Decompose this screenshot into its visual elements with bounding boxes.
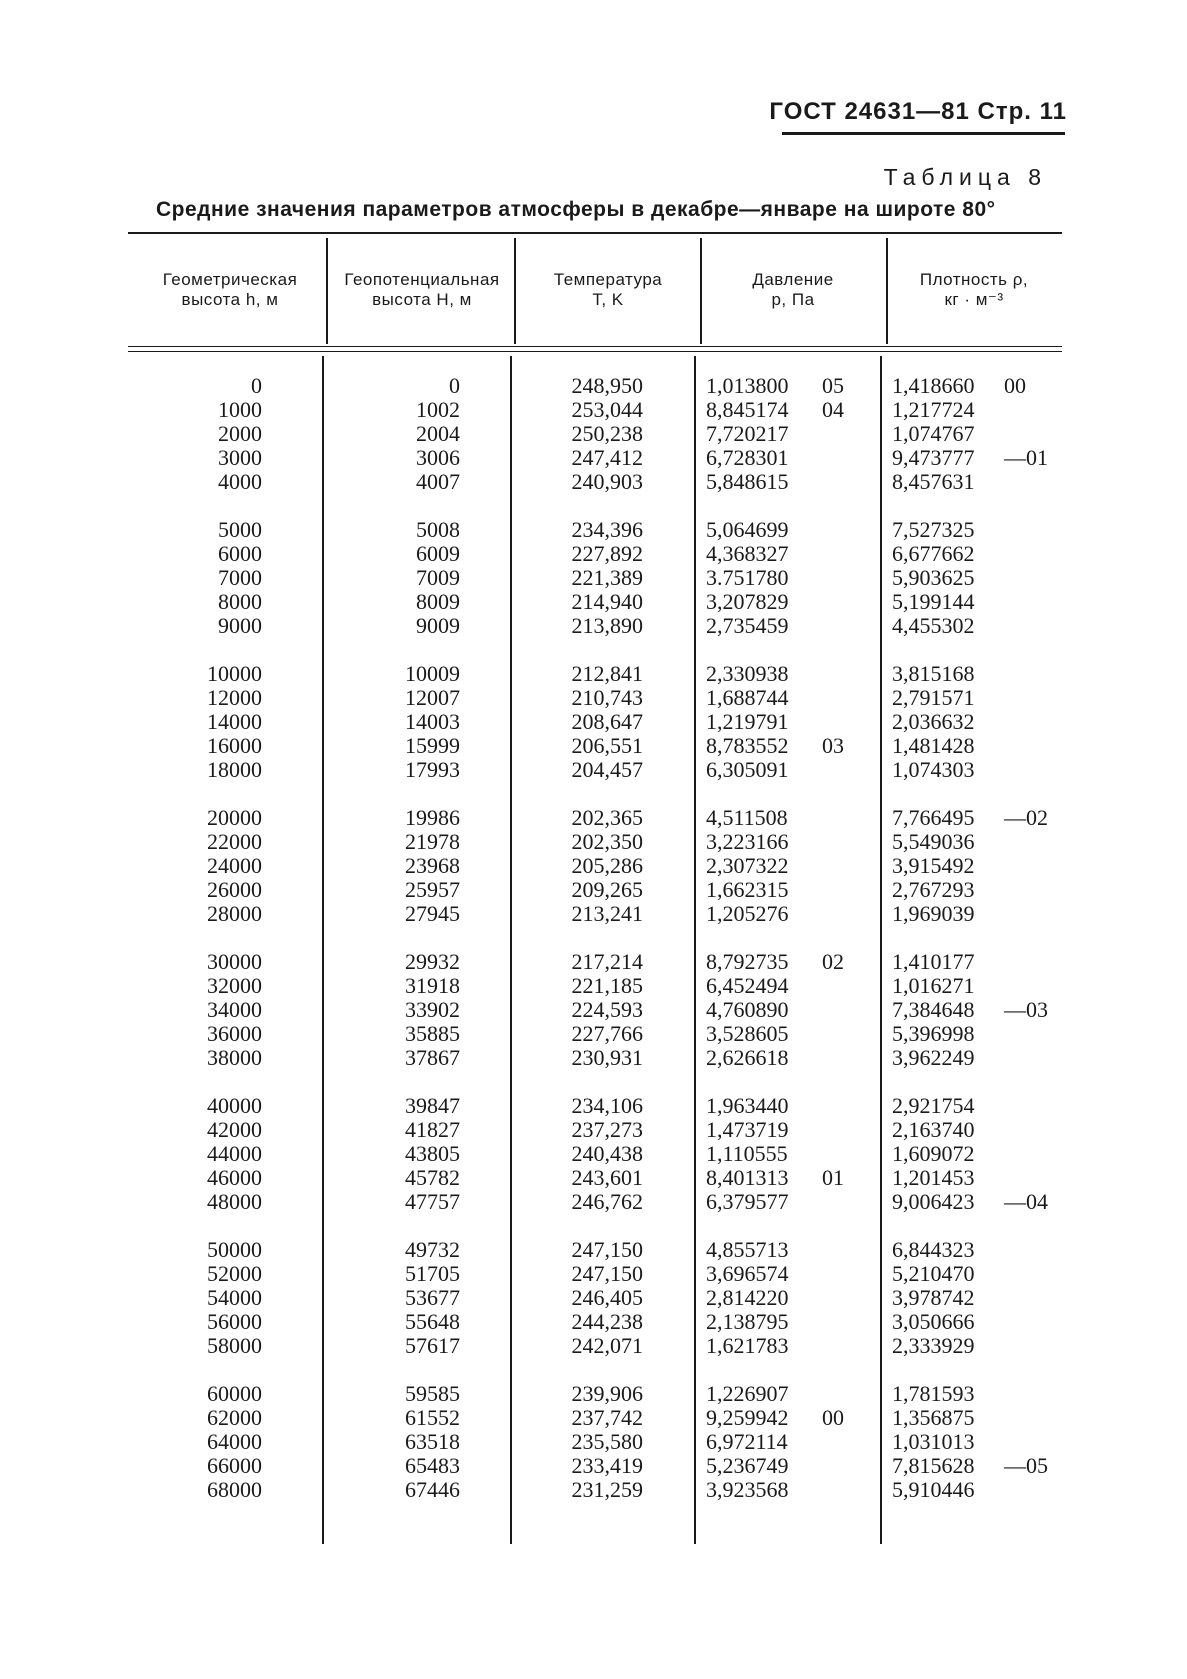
- density-mantissa-cell: 7,384648: [892, 997, 975, 1022]
- density-mantissa-cell: 1,031013: [892, 1429, 975, 1454]
- density-mantissa-cell: 4,455302: [892, 613, 975, 638]
- page-header: ГОСТ 24631—81 Стр. 11: [769, 98, 1067, 125]
- pressure-mantissa-cell: 9,259942: [706, 1405, 789, 1430]
- geopotential-height-cell: 35885: [405, 1021, 460, 1046]
- temperature-cell: 237,742: [571, 1405, 643, 1430]
- geometric-height-cell: 62000: [207, 1405, 262, 1430]
- geopotential-height-cell: 8009: [416, 589, 460, 614]
- temperature-cell: 206,551: [571, 733, 643, 758]
- density-mantissa-cell: 1,016271: [892, 973, 975, 998]
- density-exponent-cell: —01: [1004, 445, 1048, 470]
- density-mantissa-cell: 7,815628: [892, 1453, 975, 1478]
- density-mantissa-cell: 3,962249: [892, 1045, 975, 1070]
- pressure-mantissa-cell: 4,511508: [706, 805, 788, 830]
- temperature-cell: 242,071: [571, 1333, 643, 1358]
- temperature-cell: 210,743: [571, 685, 643, 710]
- temperature-cell: 244,238: [571, 1309, 643, 1334]
- geopotential-height-cell: 12007: [405, 685, 460, 710]
- pressure-mantissa-cell: 5,236749: [706, 1453, 789, 1478]
- pressure-mantissa-cell: 1,226907: [706, 1381, 789, 1406]
- pressure-mantissa-cell: 2,735459: [706, 613, 789, 638]
- geometric-height-cell: 32000: [207, 973, 262, 998]
- geopotential-height-cell: 49732: [405, 1237, 460, 1262]
- density-mantissa-cell: 3,815168: [892, 661, 975, 686]
- geopotential-height-cell: 3006: [416, 445, 460, 470]
- geopotential-height-cell: 4007: [416, 469, 460, 494]
- col-header-pressure: Давление p, Па: [752, 270, 834, 309]
- geopotential-height-cell: 2004: [416, 421, 460, 446]
- temperature-cell: 212,841: [571, 661, 643, 686]
- density-mantissa-cell: 1,481428: [892, 733, 975, 758]
- geometric-height-cell: 50000: [207, 1237, 262, 1262]
- density-mantissa-cell: 5,903625: [892, 565, 975, 590]
- geometric-height-cell: 28000: [207, 901, 262, 926]
- geometric-height-cell: 6000: [218, 541, 262, 566]
- pressure-mantissa-cell: 3.751780: [706, 565, 789, 590]
- geopotential-height-cell: 33902: [405, 997, 460, 1022]
- pressure-mantissa-cell: 6,379577: [706, 1189, 789, 1214]
- geometric-height-cell: 64000: [207, 1429, 262, 1454]
- pressure-mantissa-cell: 8,783552: [706, 733, 789, 758]
- geopotential-height-cell: 51705: [405, 1261, 460, 1286]
- temperature-cell: 202,350: [571, 829, 643, 854]
- pressure-mantissa-cell: 1,205276: [706, 901, 789, 926]
- pressure-mantissa-cell: 1,963440: [706, 1093, 789, 1118]
- pressure-mantissa-cell: 5,064699: [706, 517, 789, 542]
- col-header-geometric-height: Геометрическая высота h, м: [162, 270, 298, 309]
- table-label: Таблица 8: [883, 164, 1047, 190]
- col-divider: [514, 238, 516, 344]
- geopotential-height-cell: 19986: [405, 805, 460, 830]
- density-mantissa-cell: 1,074767: [892, 421, 975, 446]
- pressure-mantissa-cell: 1,662315: [706, 877, 789, 902]
- geometric-height-cell: 5000: [218, 517, 262, 542]
- pressure-mantissa-cell: 2,330938: [706, 661, 789, 686]
- density-mantissa-cell: 7,766495: [892, 805, 975, 830]
- geometric-height-cell: 68000: [207, 1477, 262, 1502]
- temperature-cell: 250,238: [571, 421, 643, 446]
- pressure-mantissa-cell: 6,728301: [706, 445, 789, 470]
- geopotential-height-cell: 9009: [416, 613, 460, 638]
- temperature-cell: 213,241: [571, 901, 643, 926]
- density-mantissa-cell: 3,050666: [892, 1309, 975, 1334]
- temperature-cell: 205,286: [571, 853, 643, 878]
- pressure-mantissa-cell: 2,626618: [706, 1045, 789, 1070]
- geometric-height-cell: 7000: [218, 565, 262, 590]
- col-divider: [694, 356, 696, 1544]
- temperature-cell: 240,438: [571, 1141, 643, 1166]
- pressure-mantissa-cell: 2,814220: [706, 1285, 789, 1310]
- density-mantissa-cell: 7,527325: [892, 517, 975, 542]
- density-mantissa-cell: 5,199144: [892, 589, 975, 614]
- density-mantissa-cell: 5,396998: [892, 1021, 975, 1046]
- pressure-mantissa-cell: 3,696574: [706, 1261, 789, 1286]
- temperature-cell: 209,265: [571, 877, 643, 902]
- geometric-height-cell: 36000: [207, 1021, 262, 1046]
- temperature-cell: 234,396: [571, 517, 643, 542]
- temperature-cell: 247,150: [571, 1261, 643, 1286]
- col-header-temperature: Температура T, K: [553, 270, 663, 309]
- geometric-height-cell: 54000: [207, 1285, 262, 1310]
- geometric-height-cell: 0: [251, 373, 262, 398]
- temperature-cell: 246,762: [571, 1189, 643, 1214]
- geopotential-height-cell: 29932: [405, 949, 460, 974]
- temperature-cell: 230,931: [571, 1045, 643, 1070]
- temperature-cell: 208,647: [571, 709, 643, 734]
- geometric-height-cell: 42000: [207, 1117, 262, 1142]
- temperature-cell: 221,389: [571, 565, 643, 590]
- geopotential-height-cell: 45782: [405, 1165, 460, 1190]
- density-mantissa-cell: 9,006423: [892, 1189, 975, 1214]
- geometric-height-cell: 30000: [207, 949, 262, 974]
- col-header-geopotential-height: Геопотенциальная высота H, м: [344, 270, 500, 309]
- density-mantissa-cell: 2,767293: [892, 877, 975, 902]
- geometric-height-cell: 38000: [207, 1045, 262, 1070]
- geopotential-height-cell: 27945: [405, 901, 460, 926]
- pressure-mantissa-cell: 1,473719: [706, 1117, 789, 1142]
- geopotential-height-cell: 65483: [405, 1453, 460, 1478]
- geopotential-height-cell: 5008: [416, 517, 460, 542]
- pressure-mantissa-cell: 8,401313: [706, 1165, 789, 1190]
- temperature-cell: 204,457: [571, 757, 643, 782]
- pressure-exponent-cell: 00: [822, 1405, 844, 1430]
- geopotential-height-cell: 39847: [405, 1093, 460, 1118]
- temperature-cell: 231,259: [571, 1477, 643, 1502]
- geopotential-height-cell: 7009: [416, 565, 460, 590]
- temperature-cell: 234,106: [571, 1093, 643, 1118]
- density-mantissa-cell: 3,915492: [892, 853, 975, 878]
- temperature-cell: 221,185: [571, 973, 643, 998]
- temperature-cell: 247,150: [571, 1237, 643, 1262]
- geometric-height-cell: 44000: [207, 1141, 262, 1166]
- density-mantissa-cell: 6,844323: [892, 1237, 975, 1262]
- geometric-height-cell: 18000: [207, 757, 262, 782]
- temperature-cell: 217,214: [571, 949, 643, 974]
- pressure-exponent-cell: 02: [822, 949, 844, 974]
- geometric-height-cell: 9000: [218, 613, 262, 638]
- density-mantissa-cell: 1,969039: [892, 901, 975, 926]
- pressure-mantissa-cell: 3,528605: [706, 1021, 789, 1046]
- density-mantissa-cell: 2,921754: [892, 1093, 975, 1118]
- density-mantissa-cell: 5,910446: [892, 1477, 975, 1502]
- pressure-mantissa-cell: 1,621783: [706, 1333, 789, 1358]
- temperature-cell: 233,419: [571, 1453, 643, 1478]
- geometric-height-cell: 14000: [207, 709, 262, 734]
- geometric-height-cell: 34000: [207, 997, 262, 1022]
- pressure-exponent-cell: 03: [822, 733, 844, 758]
- geometric-height-cell: 26000: [207, 877, 262, 902]
- geometric-height-cell: 52000: [207, 1261, 262, 1286]
- geopotential-height-cell: 25957: [405, 877, 460, 902]
- pressure-mantissa-cell: 5,848615: [706, 469, 789, 494]
- geopotential-height-cell: 55648: [405, 1309, 460, 1334]
- geometric-height-cell: 66000: [207, 1453, 262, 1478]
- pressure-mantissa-cell: 6,452494: [706, 973, 789, 998]
- col-divider: [326, 238, 328, 344]
- density-mantissa-cell: 1,418660: [892, 373, 975, 398]
- pressure-mantissa-cell: 3,207829: [706, 589, 789, 614]
- geometric-height-cell: 12000: [207, 685, 262, 710]
- density-mantissa-cell: 1,609072: [892, 1141, 975, 1166]
- col-divider: [886, 238, 888, 344]
- pressure-mantissa-cell: 1,110555: [706, 1141, 788, 1166]
- temperature-cell: 224,593: [571, 997, 643, 1022]
- density-mantissa-cell: 3,978742: [892, 1285, 975, 1310]
- geopotential-height-cell: 6009: [416, 541, 460, 566]
- geopotential-height-cell: 1002: [416, 397, 460, 422]
- temperature-cell: 213,890: [571, 613, 643, 638]
- temperature-cell: 227,766: [571, 1021, 643, 1046]
- col-header-density: Плотность ρ, кг · м⁻³: [919, 270, 1029, 309]
- density-mantissa-cell: 9,473777: [892, 445, 975, 470]
- geometric-height-cell: 20000: [207, 805, 262, 830]
- geopotential-height-cell: 23968: [405, 853, 460, 878]
- col-divider: [880, 356, 882, 1544]
- pressure-mantissa-cell: 4,760890: [706, 997, 789, 1022]
- density-mantissa-cell: 6,677662: [892, 541, 975, 566]
- geopotential-height-cell: 17993: [405, 757, 460, 782]
- geometric-height-cell: 3000: [218, 445, 262, 470]
- geometric-height-cell: 22000: [207, 829, 262, 854]
- geometric-height-cell: 40000: [207, 1093, 262, 1118]
- geometric-height-cell: 16000: [207, 733, 262, 758]
- pressure-mantissa-cell: 4,855713: [706, 1237, 789, 1262]
- geopotential-height-cell: 53677: [405, 1285, 460, 1310]
- pressure-mantissa-cell: 2,307322: [706, 853, 789, 878]
- temperature-cell: 235,580: [571, 1429, 643, 1454]
- geometric-height-cell: 56000: [207, 1309, 262, 1334]
- geometric-height-cell: 10000: [207, 661, 262, 686]
- geopotential-height-cell: 61552: [405, 1405, 460, 1430]
- geopotential-height-cell: 21978: [405, 829, 460, 854]
- geopotential-height-cell: 57617: [405, 1333, 460, 1358]
- geopotential-height-cell: 67446: [405, 1477, 460, 1502]
- geometric-height-cell: 1000: [218, 397, 262, 422]
- density-mantissa-cell: 2,791571: [892, 685, 975, 710]
- density-mantissa-cell: 1,356875: [892, 1405, 975, 1430]
- geometric-height-cell: 8000: [218, 589, 262, 614]
- pressure-mantissa-cell: 6,305091: [706, 757, 789, 782]
- temperature-cell: 240,903: [571, 469, 643, 494]
- geopotential-height-cell: 47757: [405, 1189, 460, 1214]
- temperature-cell: 253,044: [571, 397, 643, 422]
- pressure-mantissa-cell: 2,138795: [706, 1309, 789, 1334]
- pressure-exponent-cell: 05: [822, 373, 844, 398]
- pressure-mantissa-cell: 4,368327: [706, 541, 789, 566]
- geopotential-height-cell: 10009: [405, 661, 460, 686]
- geometric-height-cell: 24000: [207, 853, 262, 878]
- density-mantissa-cell: 5,549036: [892, 829, 975, 854]
- pressure-exponent-cell: 01: [822, 1165, 844, 1190]
- geopotential-height-cell: 59585: [405, 1381, 460, 1406]
- header-bottom-rule-double: [128, 351, 1062, 352]
- table-top-rule: [128, 232, 1062, 234]
- density-exponent-cell: —05: [1004, 1453, 1048, 1478]
- density-mantissa-cell: 8,457631: [892, 469, 975, 494]
- pressure-mantissa-cell: 1,013800: [706, 373, 789, 398]
- geometric-height-cell: 4000: [218, 469, 262, 494]
- header-rule: [782, 132, 1065, 135]
- geometric-height-cell: 48000: [207, 1189, 262, 1214]
- density-mantissa-cell: 1,201453: [892, 1165, 975, 1190]
- geopotential-height-cell: 15999: [405, 733, 460, 758]
- geopotential-height-cell: 37867: [405, 1045, 460, 1070]
- density-mantissa-cell: 2,333929: [892, 1333, 975, 1358]
- geopotential-height-cell: 43805: [405, 1141, 460, 1166]
- temperature-cell: 202,365: [571, 805, 643, 830]
- geometric-height-cell: 58000: [207, 1333, 262, 1358]
- geopotential-height-cell: 14003: [405, 709, 460, 734]
- pressure-mantissa-cell: 8,845174: [706, 397, 789, 422]
- pressure-mantissa-cell: 8,792735: [706, 949, 789, 974]
- temperature-cell: 246,405: [571, 1285, 643, 1310]
- density-exponent-cell: —02: [1004, 805, 1048, 830]
- temperature-cell: 243,601: [571, 1165, 643, 1190]
- temperature-cell: 237,273: [571, 1117, 643, 1142]
- temperature-cell: 239,906: [571, 1381, 643, 1406]
- density-mantissa-cell: 2,036632: [892, 709, 975, 734]
- density-mantissa-cell: 2,163740: [892, 1117, 975, 1142]
- pressure-mantissa-cell: 3,923568: [706, 1477, 789, 1502]
- density-exponent-cell: —03: [1004, 997, 1048, 1022]
- geometric-height-cell: 60000: [207, 1381, 262, 1406]
- pressure-mantissa-cell: 3,223166: [706, 829, 789, 854]
- geopotential-height-cell: 31918: [405, 973, 460, 998]
- density-exponent-cell: —04: [1004, 1189, 1048, 1214]
- pressure-mantissa-cell: 1,219791: [706, 709, 789, 734]
- temperature-cell: 247,412: [571, 445, 643, 470]
- density-mantissa-cell: 1,217724: [892, 397, 975, 422]
- density-mantissa-cell: 1,074303: [892, 757, 975, 782]
- temperature-cell: 227,892: [571, 541, 643, 566]
- pressure-mantissa-cell: 7,720217: [706, 421, 789, 446]
- header-bottom-rule: [128, 346, 1062, 347]
- pressure-mantissa-cell: 1,688744: [706, 685, 789, 710]
- density-mantissa-cell: 1,781593: [892, 1381, 975, 1406]
- temperature-cell: 214,940: [571, 589, 643, 614]
- density-mantissa-cell: 5,210470: [892, 1261, 975, 1286]
- geometric-height-cell: 2000: [218, 421, 262, 446]
- geometric-height-cell: 46000: [207, 1165, 262, 1190]
- pressure-mantissa-cell: 6,972114: [706, 1429, 788, 1454]
- geopotential-height-cell: 63518: [405, 1429, 460, 1454]
- pressure-exponent-cell: 04: [822, 397, 844, 422]
- col-divider: [700, 238, 702, 344]
- density-mantissa-cell: 1,410177: [892, 949, 975, 974]
- temperature-cell: 248,950: [571, 373, 643, 398]
- geopotential-height-cell: 41827: [405, 1117, 460, 1142]
- geopotential-height-cell: 0: [449, 373, 460, 398]
- table-caption: Средние значения параметров атмосферы в декабре—январе на широте 80°: [156, 198, 996, 221]
- density-exponent-cell: 00: [1004, 373, 1026, 398]
